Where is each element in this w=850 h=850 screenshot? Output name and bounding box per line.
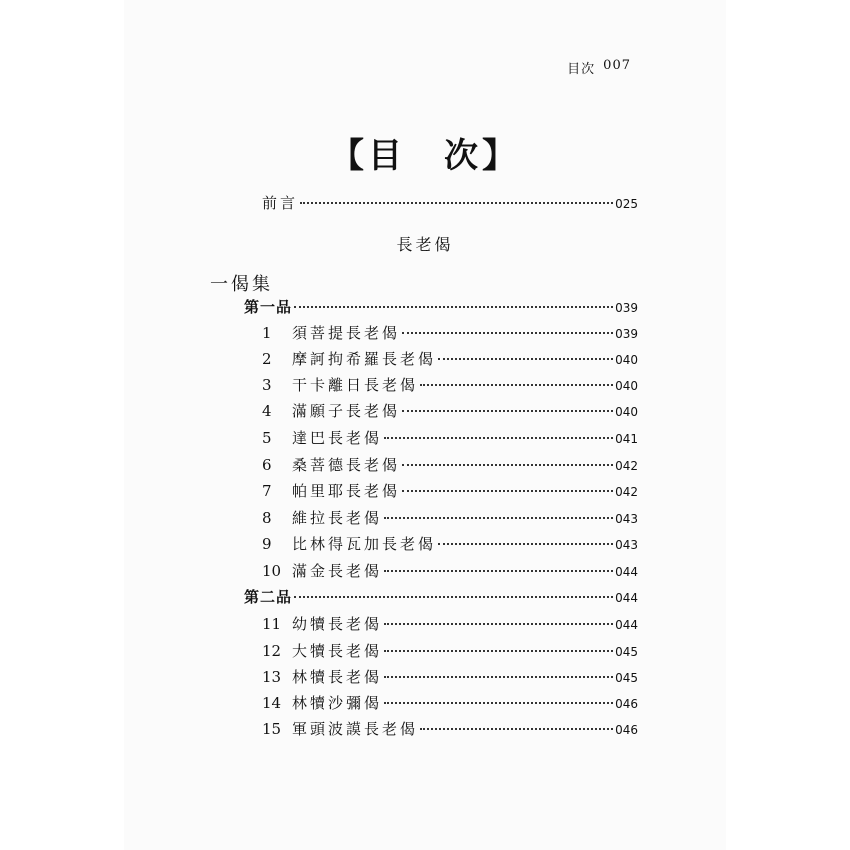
dot-leader [384,570,613,572]
entry-number: 5 [262,429,272,447]
entry-number: 14 [262,694,282,712]
toc-entry[interactable] [262,692,638,714]
entry-number: 9 [262,535,272,553]
entry-title: 滿金長老偈 [292,562,383,580]
toc-page-number: 041 [615,432,638,446]
toc-entry[interactable] [262,374,638,396]
entry-number: 2 [262,350,272,368]
dot-leader [402,490,613,492]
toc-entry[interactable] [262,427,638,449]
entry-title: 帕里耶長老偈 [292,482,401,500]
entry-number: 6 [262,456,272,474]
toc-page-number: 040 [615,353,638,367]
entry-number: 13 [262,668,282,686]
toc-title: 【目 次】 [330,136,520,176]
entry-number: 1 [262,324,272,342]
entry-number: 7 [262,482,272,500]
entry-title: 幼犢長老偈 [292,615,383,633]
dot-leader [384,623,613,625]
entry-number: 12 [262,642,282,660]
entry-number: 10 [262,562,282,580]
dot-leader [384,676,613,678]
running-head-section: 目次 [567,62,596,77]
toc-entry[interactable] [262,613,638,635]
entry-number: 4 [262,402,272,420]
toc-page-number: 046 [615,723,638,737]
toc-page-number: 046 [615,697,638,711]
entry-title: 大犢長老偈 [292,642,383,660]
dot-leader [294,596,613,598]
dot-leader [294,306,613,308]
entry-title: 摩訶拘希羅長老偈 [292,350,437,368]
dot-leader [402,332,613,334]
toc-page-number: 042 [615,485,638,499]
running-head [567,58,631,77]
toc-page-number: 039 [615,301,638,315]
toc-entry[interactable] [262,718,638,740]
entry-title: 林犢長老偈 [292,668,383,686]
toc-entry[interactable] [262,400,638,422]
entry-number: 11 [262,615,282,633]
toc-page-number: 045 [615,671,638,685]
dot-leader [438,543,613,545]
entry-title: 干卡離日長老偈 [292,376,419,394]
dot-leader [402,410,613,412]
dot-leader [300,202,613,204]
chapter-label: 第二品 [244,588,293,606]
dot-leader [402,464,613,466]
toc-entry[interactable] [262,533,638,555]
entry-title: 軍頭波謨長老偈 [292,720,419,738]
entry-number: 15 [262,720,282,738]
entry-number: 8 [262,509,272,527]
toc-entry-label: 前言 [262,194,299,212]
toc-page-number: 043 [615,512,638,526]
toc-entry[interactable] [262,480,638,502]
toc-entry[interactable] [262,507,638,529]
chapter-label: 第一品 [244,298,293,316]
toc-page-number: 040 [615,379,638,393]
toc-entry[interactable] [262,640,638,662]
toc-entry[interactable] [262,560,638,582]
toc-entry[interactable] [262,322,638,344]
toc-page-number: 043 [615,538,638,552]
entry-title: 維拉長老偈 [292,509,383,527]
toc-entry-preface[interactable] [262,192,638,214]
entry-number: 3 [262,376,272,394]
running-head-page-number: 007 [603,58,631,73]
entry-title: 比林得瓦加長老偈 [292,535,437,553]
toc-page-number: 044 [615,618,638,632]
toc-page-number: 039 [615,327,638,341]
toc-page-number: 044 [615,565,638,579]
dot-leader [384,702,613,704]
toc-page-number: 025 [615,197,638,211]
collection-heading: 一偈集 [210,274,273,295]
dot-leader [420,384,613,386]
entry-title: 達巴長老偈 [292,429,383,447]
toc-entry[interactable] [262,454,638,476]
toc-chapter-1[interactable] [244,296,638,318]
entry-title: 滿願子長老偈 [292,402,401,420]
toc-entry[interactable] [262,348,638,370]
entry-title: 桑菩德長老偈 [292,456,401,474]
toc-page-number: 040 [615,405,638,419]
toc-page-number: 044 [615,591,638,605]
dot-leader [384,650,613,652]
dot-leader [438,358,613,360]
toc-page-number: 042 [615,459,638,473]
dot-leader [384,517,613,519]
dot-leader [384,437,613,439]
toc-entry[interactable] [262,666,638,688]
section-heading: 長老偈 [396,235,454,254]
entry-title: 須菩提長老偈 [292,324,401,342]
toc-page-number: 045 [615,645,638,659]
toc-chapter-2[interactable] [244,586,638,608]
dot-leader [420,728,613,730]
entry-title: 林犢沙彌偈 [292,694,383,712]
